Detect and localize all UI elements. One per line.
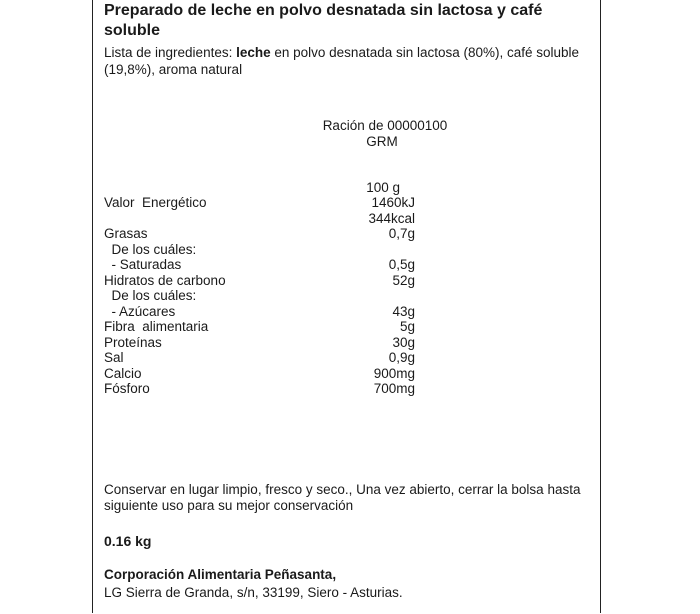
nutrition-row-label: - Saturadas (104, 257, 182, 272)
net-weight: 0.16 kg (104, 533, 152, 549)
nutrition-row-value: 0,9g (388, 350, 415, 365)
nutrition-row-label: Calcio (104, 365, 142, 381)
nutrition-row-label: - Azúcares (104, 303, 176, 319)
nutrition-row-value: 344kcal (368, 210, 415, 226)
company-name: Corporación Alimentaria Peñasanta, (104, 567, 337, 582)
nutrition-row-label: De los cuáles: (104, 288, 197, 303)
ingredients-list (104, 44, 594, 78)
nutrition-row-label: De los cuáles: (104, 241, 197, 257)
storage-instructions: Conservar en lugar limpio, fresco y seco., Una vez abierto, cerrar la bolsa hasta siguiente uso para su mejor conservación (104, 482, 581, 513)
nutrition-row-value: 43g (392, 303, 415, 319)
nutrition-row-value: 52g (392, 272, 415, 288)
nutrition-row-label: Fibra alimentaria (104, 319, 209, 334)
nutrition-row-label: Hidratos de carbono (104, 272, 226, 288)
serving-unit-line: GRM (366, 134, 398, 149)
nutrition-row-value: 30g (392, 334, 415, 350)
nutrition-row-value: 1460kJ (371, 195, 415, 210)
ingredients-allergen: leche (236, 45, 271, 60)
nutrition-row-label: Grasas (104, 226, 148, 241)
nutrition-row-label: Valor Energético (104, 195, 207, 210)
company-address: LG Sierra de Granda, s/n, 33199, Siero - Asturias. (104, 585, 403, 600)
serving-size-line: Ración de 00000100 (322, 118, 448, 133)
nutrition-row-label: Fósforo (104, 381, 150, 396)
nutrition-row-value: 0,7g (388, 226, 415, 241)
ingredients-rest: en polvo desnatada sin lactosa (80%), café soluble (19,8%), aroma natural (104, 45, 580, 77)
nutrition-row-value: 0,5g (388, 257, 415, 272)
nutrition-row-label: Proteínas (104, 334, 162, 350)
nutrition-row-value: 5g (399, 319, 415, 334)
nutrition-row-value: 700mg (373, 381, 415, 396)
nutrition-row-value: 900mg (373, 365, 415, 381)
ingredients-prefix: Lista de ingredientes: (104, 45, 237, 60)
product-title: Preparado de leche en polvo desnatada sin lactosa y café soluble (104, 2, 543, 39)
nutrition-column-header: 100 g (366, 180, 400, 195)
nutrition-row-label: Sal (104, 350, 124, 365)
